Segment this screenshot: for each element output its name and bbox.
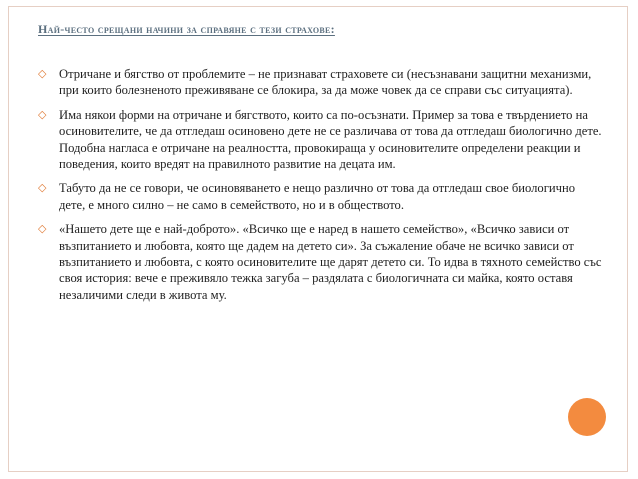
bullet-item [38,66,604,99]
bullet-text: Отричане и бягство от проблемите – не признават страховете си (несъзнавани защитни механизми, при които болезненото преживяване се блокира, за да може човек да се справи със ситуацията). [59,67,592,98]
hollow-diamond-bullet-icon: ◇ [38,68,47,80]
decorative-orange-circle [568,398,606,436]
hollow-diamond-bullet-icon: ◇ [38,108,47,121]
bullet-text: Има някои форми на отричане и бягството, които са по-осъзнати. Пример за това е твърдението на осиновителите, че да отгледаш осиновено дете не се различава от това да отгледаш биологично дете. Подобна нагласа е отричане на реалността, провокираща у осиновителите определени реакции и поведения, които вредят на правилното развитие на децата им. [59,107,602,172]
hollow-diamond-bullet-icon: ◇ [38,223,47,236]
hollow-diamond-bullet-icon: ◇ [38,182,47,195]
bullet-item [38,221,604,303]
slide-title: Най-често срещани начини за справяне с тези страхове: [38,22,335,36]
bullet-text: Табуто да не се говори, че осиновяването е нещо различно от това да отгледаш свое биологично дете, е много силно – не само в семейството, но и в обществото. [59,181,576,212]
bullet-item [38,180,604,213]
bullet-item [38,107,604,173]
bullet-list [38,66,604,311]
bullet-text: «Нашето дете ще е най-доброто». «Всичко ще е наред в нашето семейство», «Всичко зависи от възпитанието и любовта, която ще дадем на детето си». За съжаление обаче не всичко зависи от възпитанието и любовта, с която осиновителите ще дарят детето си. То идва в тяхното семейство със своя история: вече е преживяло тежка загуба – раздялата с биологичната си майка, която оставя незаличими следи в живота му. [59,222,602,302]
